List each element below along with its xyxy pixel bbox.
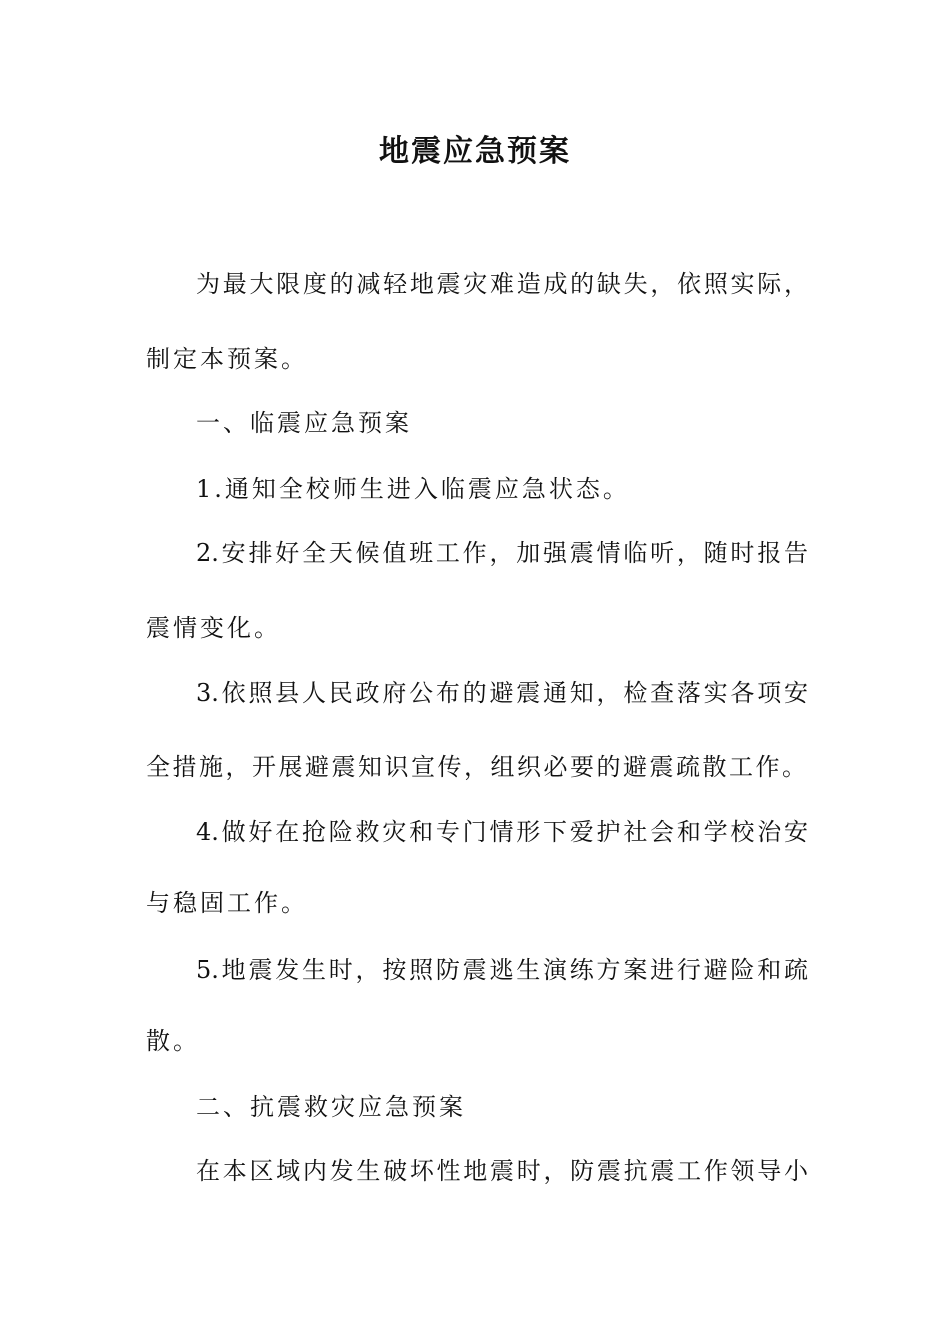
paragraph-line: 震情变化。 (146, 614, 281, 642)
paragraph-line: 散。 (146, 1027, 200, 1055)
section-heading: 一、临震应急预案 (196, 409, 412, 437)
paragraph-line: 在本区域内发生破坏性地震时，防震抗震工作领导小 (196, 1157, 808, 1185)
section-heading: 二、抗震救灾应急预案 (196, 1093, 466, 1121)
paragraph-line: 2.安排好全天候值班工作，加强震情临听，随时报告 (196, 539, 808, 567)
paragraph-line: 全措施，开展避震知识宣传，组织必要的避震疏散工作。 (146, 753, 806, 781)
paragraph-line: 制定本预案。 (146, 345, 308, 373)
paragraph-line: 1.通知全校师生进入临震应急状态。 (196, 475, 630, 503)
paragraph-line: 为最大限度的减轻地震灾难造成的缺失，依照实际， (196, 270, 808, 298)
paragraph-line: 3.依照县人民政府公布的避震通知，检查落实各项安 (196, 679, 808, 707)
paragraph-line: 与稳固工作。 (146, 889, 308, 917)
paragraph-line: 4.做好在抢险救灾和专门情形下爱护社会和学校治安 (196, 818, 808, 846)
document-title: 地震应急预案 (379, 134, 571, 169)
paragraph-line: 5.地震发生时，按照防震逃生演练方案进行避险和疏 (196, 956, 808, 984)
